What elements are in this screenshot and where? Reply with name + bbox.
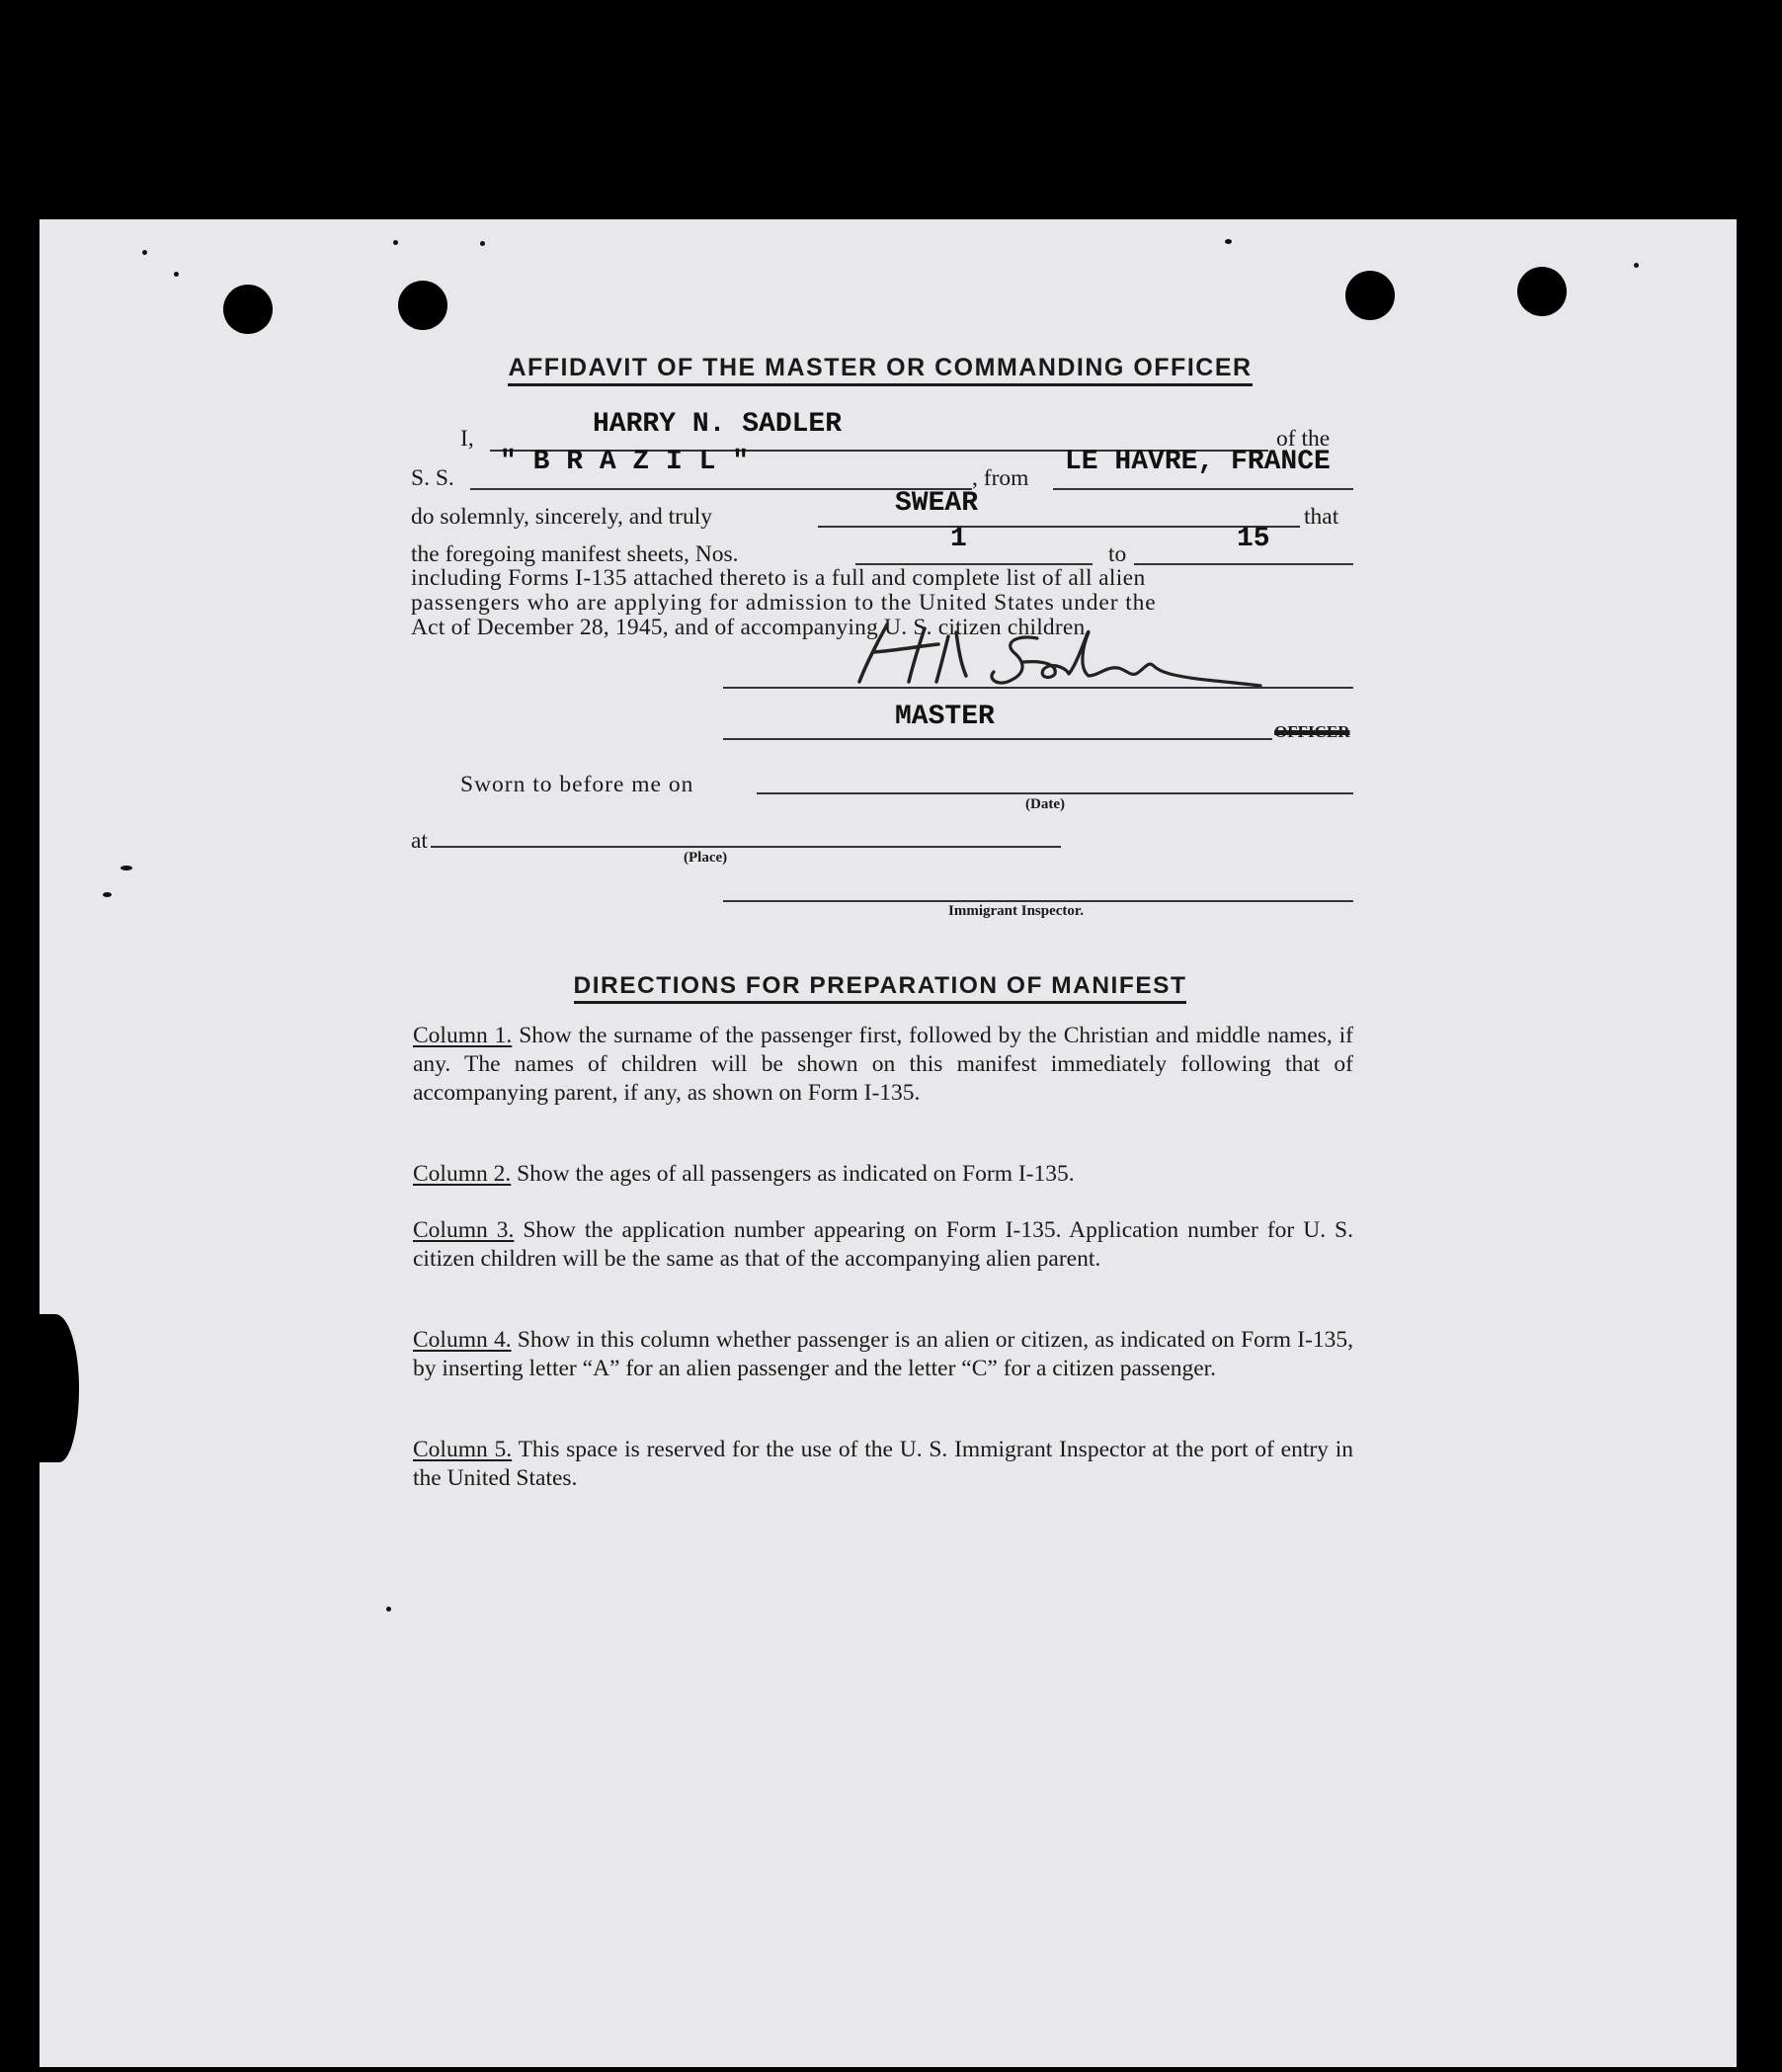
sworn-text: Sworn to before me on — [460, 772, 694, 797]
ss-label: S. S. — [411, 465, 454, 491]
column-label: Column 4. — [413, 1327, 512, 1353]
document-page — [40, 219, 1737, 2067]
column-text: Show the ages of all passengers as indicated on Form I-135. — [517, 1161, 1075, 1187]
struck-officer-text: OFFICER — [1274, 722, 1350, 741]
column-text: Show the application number appearing on Form I-135. Application number for U. S. citizen children will be the same as that of the accompanying alien parent. — [413, 1217, 1354, 1272]
from-port: LE HAVRE, FRANCE — [1065, 447, 1331, 477]
oath-word: SWEAR — [895, 488, 979, 519]
date-caption: (Date) — [1025, 796, 1065, 812]
ink-speck — [386, 1607, 391, 1612]
inspector-signature-line — [723, 900, 1353, 902]
direction-column-5 — [413, 1436, 1353, 1493]
affidavit-body-line: passengers who are applying for admission to the United States under the — [411, 590, 1157, 616]
to-text: to — [1108, 541, 1127, 567]
signer-title-line — [723, 738, 1272, 740]
sworn-date-line — [757, 792, 1353, 794]
manifest-text: the foregoing manifest sheets, Nos. — [411, 541, 739, 567]
affidavit-body-line: including Forms I-135 attached thereto is a full and complete list of all alien — [411, 565, 1146, 591]
punch-hole — [223, 285, 273, 334]
that-text: that — [1304, 504, 1339, 530]
oath-line — [818, 526, 1300, 528]
column-text: This space is reserved for the use of the U. S. Immigrant Inspector at the port of entry in the United States. — [413, 1437, 1354, 1491]
ink-speck — [480, 241, 485, 246]
signature-line — [723, 687, 1353, 689]
sheet-from-number: 1 — [950, 524, 967, 554]
from-label: , from — [972, 465, 1029, 491]
handwritten-signature — [830, 617, 1264, 696]
direction-column-3 — [413, 1216, 1353, 1274]
sheet-to-line — [1134, 563, 1353, 565]
i-label: I, — [460, 426, 474, 452]
ink-speck — [393, 240, 398, 245]
direction-column-4 — [413, 1326, 1353, 1383]
inspector-caption: Immigrant Inspector. — [948, 903, 1084, 919]
column-text: Show in this column whether passenger is an alien or citizen, as indicated on Form I-135, by inserting letter “A” for an alien passenger and the letter “C” for a citizen passenger. — [413, 1327, 1354, 1381]
of-the-text: of the — [1276, 426, 1331, 452]
place-line — [431, 846, 1061, 848]
punch-hole — [398, 281, 447, 330]
from-port-line — [1053, 488, 1353, 490]
signer-title: MASTER — [895, 702, 995, 732]
column-label: Column 1. — [413, 1023, 513, 1048]
punch-hole — [1345, 271, 1395, 320]
affidavit-body-line: Act of December 28, 1945, and of accompanying U. S. citizen children. — [411, 615, 1092, 640]
direction-column-1 — [413, 1022, 1353, 1108]
ink-speck — [174, 272, 179, 277]
ink-speck — [1634, 263, 1639, 268]
ink-speck — [1225, 239, 1232, 244]
column-text: Show the surname of the passenger first, followed by the Christian and middle names, if any. The names of children will be shown on this manifest immediately following that of accompanying parent, if any, as shown on Form I-135. — [413, 1023, 1353, 1106]
ink-speck — [121, 866, 132, 870]
place-caption: (Place) — [684, 850, 728, 866]
affidavit-title: AFFIDAVIT OF THE MASTER OR COMMANDING OFFICER — [446, 354, 1314, 382]
solemnly-text: do solemnly, sincerely, and truly — [411, 504, 712, 530]
master-name: HARRY N. SADLER — [593, 409, 843, 440]
column-label: Column 5. — [413, 1437, 513, 1462]
direction-column-2 — [413, 1160, 1353, 1189]
ink-speck — [103, 892, 112, 897]
column-label: Column 3. — [413, 1217, 515, 1243]
ship-name: " B R A Z I L " — [500, 447, 750, 477]
sheet-to-number: 15 — [1237, 524, 1270, 554]
ink-speck — [142, 250, 147, 255]
punch-hole — [1517, 267, 1567, 316]
at-text: at — [411, 828, 428, 854]
directions-title: DIRECTIONS FOR PREPARATION OF MANIFEST — [446, 972, 1314, 1000]
column-label: Column 2. — [413, 1161, 512, 1187]
